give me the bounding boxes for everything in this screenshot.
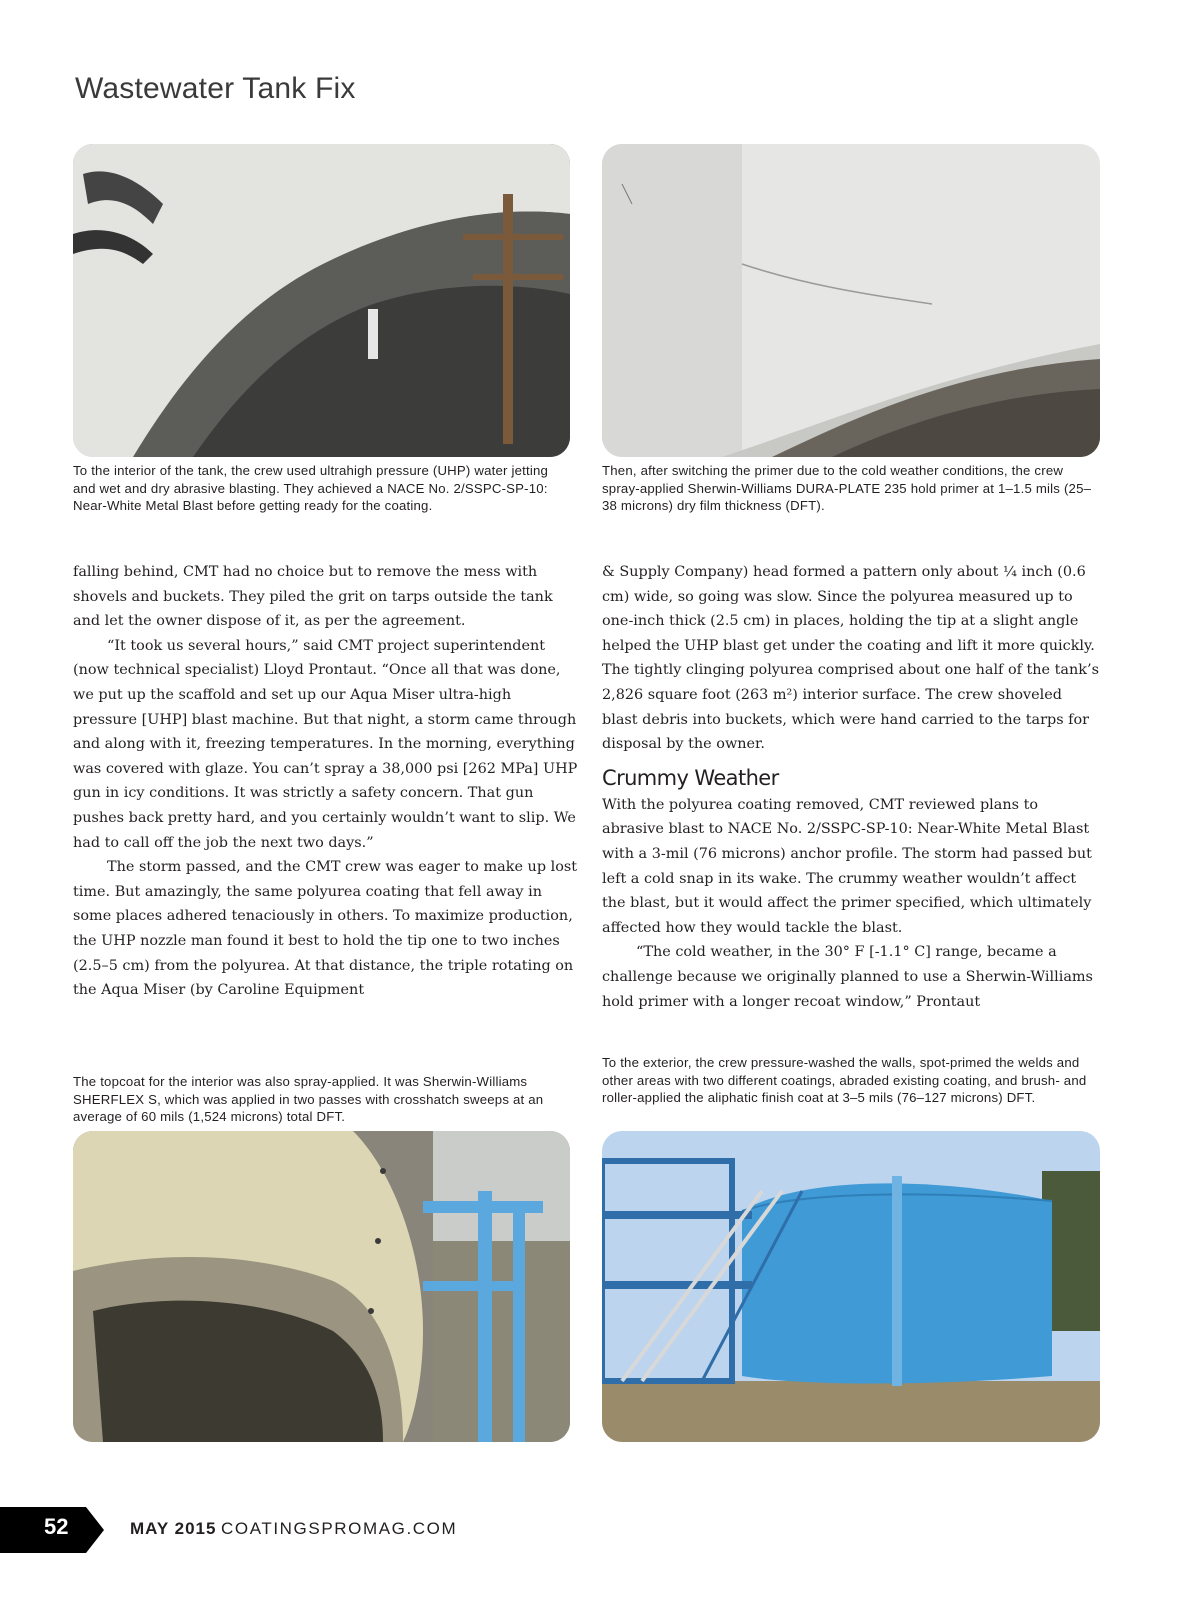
caption-photo1: To the interior of the tank, the crew used ultrahigh pressure (UHP) water jetting and wet and dry abrasive blasting. They achieved a NACE No. 2/SSPC-SP-10: Near-White Metal Blast before getting ready for the coating. xyxy=(73,463,549,514)
issue-date: MAY 2015 xyxy=(130,1519,217,1538)
article-paragraph: The storm passed, and the CMT crew was eager to make up lost time. But amazingly, the same polyurea coating that fell away in some places adhered tenaciously in others. To maximize production, the UHP nozzle man found it best to hold the tip one to two inches (2.5–5 cm) from the polyurea. At that distance, the triple rotating on the Aqua Miser (by Caroline Equipment xyxy=(73,859,578,999)
article-paragraph: & Supply Company) head formed a pattern only about ¼ inch (0.6 cm) wide, so going was slow. Since the polyurea measured up to one-inch thick (2.5 cm) in places, holding the tip at a slight angle helped the UHP blast get under the coating and lift it more quickly. The tightly clinging polyurea comprised about one half of the tank’s 2,826 square foot (263 m²) interior surface. The crew shoveled blast debris into buckets, which were hand carried to the tarps for disposal by the owner. xyxy=(602,564,1099,753)
caption-photo2: Then, after switching the primer due to the cold weather conditions, the crew spray-applied Sherwin-Williams DURA-PLATE 235 hold primer at 1–1.5 mils (25–38 microns) dry film thickness (DFT). xyxy=(602,463,1092,514)
page-number-tab xyxy=(0,1507,104,1553)
caption-photo4: To the exterior, the crew pressure-washed the walls, spot-primed the welds and other areas with two different coatings, abraded existing coating, and brush- and roller-applied the aliphatic finish coat at 3–5 mils (76–127 microns) DFT. xyxy=(602,1055,1087,1106)
photo-interior-blasting xyxy=(73,144,570,457)
page-number: 52 xyxy=(44,1514,69,1539)
article-paragraph: With the polyurea coating removed, CMT reviewed plans to abrasive blast to NACE No. 2/SSPC-SP-10: Near-White Metal Blast with a 3-mil (76 microns) anchor profile. The storm had passed but left a cold snap in its wake. The crummy weather wouldn’t affect the blast, but it would affect the primer specified, which ultimately affected how they would tackle the blast. xyxy=(602,796,1092,936)
page-footer xyxy=(0,1507,1200,1553)
article-column-right xyxy=(602,560,1100,1014)
website-link[interactable]: COATINGSPROMAG.COM xyxy=(221,1519,458,1538)
caption-photo3: The topcoat for the interior was also spray-applied. It was Sherwin-Williams SHERFLEX S, which was applied in two passes with crosshatch sweeps at an average of 60 mils (1,524 microns) total DFT. xyxy=(73,1074,544,1125)
photo-topcoat-interior xyxy=(73,1131,570,1442)
subheading: Crummy Weather xyxy=(602,765,779,790)
article-paragraph: “It took us several hours,” said CMT project superintendent (now technical specialist) Lloyd Prontaut. “Once all that was done, we put up the scaffold and set up our Aqua Miser ultra-high pressure [UHP] blast machine. But that night, a storm came through and along with it, freezing temperatures. In the morning, everything was covered with glaze. You can’t spray a 38,000 psi [262 MPa] UHP gun in icy conditions. It was strictly a safety concern. That gun pushes back pretty hard, and you certainly wouldn’t want to slip. We had to call off the job the next two days.” xyxy=(73,637,578,851)
photo-tank-exterior xyxy=(602,1131,1100,1442)
article-paragraph: falling behind, CMT had no choice but to remove the mess with shovels and buckets. They piled the grit on tarps outside the tank and let the owner dispose of it, as per the agreement. xyxy=(73,564,553,630)
article-paragraph: “The cold weather, in the 30° F [-1.1° C] range, became a challenge because we originally planned to use a Sherwin-Williams hold primer with a longer recoat window,” Prontaut xyxy=(602,944,1093,1010)
article-column-left xyxy=(73,560,578,1003)
section-title: Wastewater Tank Fix xyxy=(75,72,356,105)
photo-primed-interior xyxy=(602,144,1100,457)
